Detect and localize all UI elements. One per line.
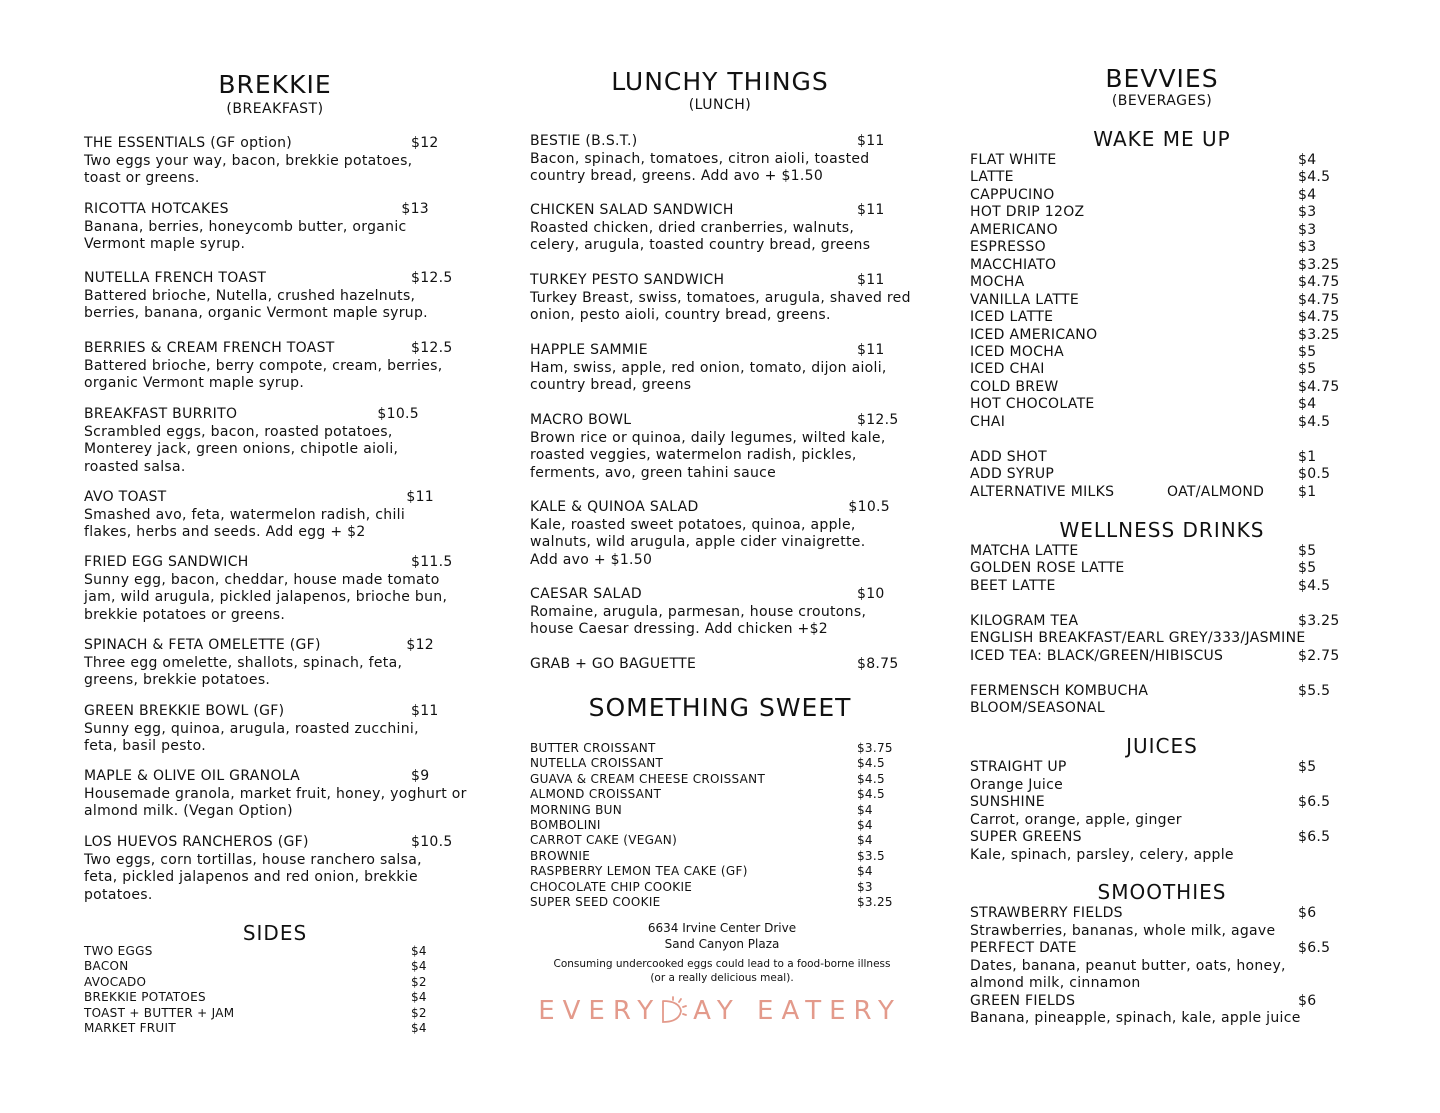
price-row <box>530 864 894 879</box>
menu-item <box>530 499 890 569</box>
menu-item-price: $9 <box>411 768 430 784</box>
address-line-2: Sand Canyon Plaza <box>664 937 780 951</box>
row-price: $3 <box>1298 204 1317 221</box>
row-price: $5 <box>1298 343 1317 360</box>
menu-item-name: HAPPLE SAMMIE <box>530 342 648 358</box>
row-name: MACCHIATO <box>970 256 1057 273</box>
row-price: $4.5 <box>857 756 885 771</box>
alt-milks-name: ALTERNATIVE MILKS <box>970 484 1115 500</box>
row-price: $3.75 <box>857 741 893 755</box>
logo-text-left: EVERY <box>538 996 662 1026</box>
tea-name: KILOGRAM TEA <box>970 613 1079 629</box>
row-price: $4.5 <box>857 787 885 802</box>
menu-item-description: Sunny egg, bacon, cheddar, house made tomato jam, wild arugula, pickled jalapenos, brioche bun, brekkie potatoes or greens. <box>84 571 448 623</box>
sun-icon <box>659 996 687 1026</box>
row-name: ALMOND CROISSANT <box>530 787 662 802</box>
row-name: MATCHA LATTE <box>970 543 1079 559</box>
menu-item-price: $10.5 <box>411 834 453 850</box>
drink-description: Dates, banana, peanut butter, oats, honey, almond milk, cinnamon <box>970 957 1286 991</box>
menu-item-header <box>84 703 444 721</box>
menu-item-price: $11 <box>857 342 885 358</box>
price-row <box>970 169 1342 186</box>
menu-item-description: Battered brioche, Nutella, crushed hazelnuts, berries, banana, organic Vermont maple syrup. <box>84 287 428 321</box>
bevvies-title: BEVVIES <box>1105 64 1219 93</box>
menu-item <box>84 135 449 188</box>
price-row <box>970 560 1342 577</box>
row-price: $4 <box>857 864 873 879</box>
row-name: CAPPUCINO <box>970 186 1055 203</box>
row-price: $2 <box>411 1005 427 1020</box>
menu-item-price: $11 <box>406 489 434 505</box>
price-row <box>970 309 1342 326</box>
sides-list <box>84 944 434 1036</box>
drink-price: $5 <box>1298 759 1317 775</box>
row-price: $3.25 <box>857 895 893 910</box>
price-row <box>530 880 894 895</box>
price-row <box>84 1021 434 1036</box>
menu-item-price: $12.5 <box>411 270 453 286</box>
row-price: $3 <box>1298 221 1317 238</box>
menu-item-price: $13 <box>401 201 429 217</box>
row-price: $4 <box>411 959 427 974</box>
row-price: $4 <box>411 1021 427 1036</box>
menu-item-description: Housemade granola, market fruit, honey, yoghurt or almond milk. (Vegan Option) <box>84 785 467 819</box>
menu-item-name: CHICKEN SALAD SANDWICH <box>530 202 734 218</box>
price-row <box>530 833 894 848</box>
row-name: CHAI <box>970 413 1006 430</box>
smoothie-list <box>970 905 1342 1028</box>
row-price: $4 <box>1298 396 1317 413</box>
juice-list <box>970 759 1342 864</box>
row-price: $5 <box>1298 560 1317 577</box>
wellness-list <box>970 543 1342 595</box>
menu-item-description: Battered brioche, berry compote, cream, berries, organic Vermont maple syrup. <box>84 357 443 391</box>
row-price: $4.75 <box>1298 274 1340 291</box>
drink-description: Orange Juice <box>970 776 1063 793</box>
row-price: $3 <box>1298 239 1317 256</box>
notice-line-2: (or a really delicious meal). <box>650 972 794 984</box>
addon-list <box>970 449 1342 484</box>
row-name: ICED MOCHA <box>970 343 1064 360</box>
menu-item <box>530 272 915 325</box>
menu-item-name: GRAB + GO BAGUETTE <box>530 656 697 672</box>
row-price: $4 <box>857 833 873 848</box>
kombucha-row <box>970 683 1342 701</box>
row-price: $4 <box>411 944 427 958</box>
menu-item-name: MAPLE & OLIVE OIL GRANOLA <box>84 768 301 784</box>
bevvies-subtitle: (BEVERAGES) <box>1111 93 1213 109</box>
menu-item-name: FRIED EGG SANDWICH <box>84 554 249 570</box>
row-name: BREKKIE POTATOES <box>84 990 206 1005</box>
menu-item-name: NUTELLA FRENCH TOAST <box>84 270 267 286</box>
menu-item-header <box>84 554 474 572</box>
price-row <box>84 1006 434 1021</box>
wake-list <box>970 152 1342 431</box>
menu-item <box>84 637 434 690</box>
menu-item <box>84 834 454 904</box>
menu-item-description: Two eggs, corn tortillas, house ranchero salsa, feta, pickled jalapenos and red onion, brekkie potatoes. <box>84 851 422 903</box>
menu-item <box>84 270 454 323</box>
menu-item-description: Turkey Breast, swiss, tomatoes, arugula, shaved red onion, pesto aioli, country bread, greens. <box>530 289 911 323</box>
address-line-1: 6634 Irvine Center Drive <box>647 921 797 935</box>
row-name: MOCHA <box>970 274 1025 291</box>
row-name: AMERICANO <box>970 221 1058 238</box>
drink-name: GREEN FIELDS <box>970 992 1076 1009</box>
menu-item <box>84 554 474 624</box>
price-row <box>970 344 1342 361</box>
menu-item <box>530 656 900 674</box>
menu-item <box>530 586 890 639</box>
menu-item-header <box>84 768 474 786</box>
menu-item <box>84 406 419 476</box>
price-row <box>970 578 1342 595</box>
menu-item <box>84 340 469 393</box>
menu-item-name: AVO TOAST <box>84 489 167 505</box>
price-row <box>530 772 894 787</box>
price-row <box>970 222 1342 239</box>
price-row <box>970 361 1342 378</box>
drink-description: Banana, pineapple, spinach, kale, apple juice <box>970 1010 1301 1026</box>
row-name: ICED CHAI <box>970 361 1045 378</box>
sides-title: SIDES <box>242 921 308 945</box>
drink-name: SUPER GREENS <box>970 829 1082 845</box>
drink-name: SUNSHINE <box>970 794 1045 810</box>
menu-item-header <box>84 340 469 358</box>
row-name: RASPBERRY LEMON TEA CAKE (GF) <box>530 864 748 879</box>
row-price: $3.25 <box>1298 326 1340 343</box>
row-price: $4 <box>411 990 427 1005</box>
row-name: COLD BREW <box>970 378 1059 395</box>
sweet-title: SOMETHING SWEET <box>588 693 852 722</box>
row-name: BROWNIE <box>530 848 591 863</box>
row-name: BACON <box>84 959 129 974</box>
price-row <box>970 152 1342 169</box>
row-name: NUTELLA CROISSANT <box>530 756 664 771</box>
menu-item-name: THE ESSENTIALS (GF option) <box>84 135 293 151</box>
tea-row <box>970 613 1342 631</box>
price-row <box>84 990 434 1005</box>
row-price: $4 <box>857 802 873 817</box>
drink-name: STRAWBERRY FIELDS <box>970 905 1123 921</box>
row-price: $1 <box>1298 449 1317 465</box>
price-row <box>970 414 1342 431</box>
row-price: $4 <box>1298 152 1317 168</box>
menu-item-description: Smashed avo, feta, watermelon radish, chili flakes, herbs and seeds. Add egg + $2 <box>84 506 406 540</box>
row-name: FLAT WHITE <box>970 152 1057 168</box>
drink-row <box>970 794 1342 812</box>
menu-item <box>84 201 429 254</box>
price-row <box>84 959 434 974</box>
menu-item-price: $11 <box>857 133 885 149</box>
price-row <box>970 292 1342 309</box>
price-row <box>970 543 1342 560</box>
tea-price: $3.25 <box>1298 613 1340 629</box>
row-name: LATTE <box>970 169 1014 186</box>
drink-row <box>970 940 1342 958</box>
menu-item <box>530 202 895 255</box>
menu-item <box>84 768 474 821</box>
kombucha-desc: BLOOM/SEASONAL <box>970 700 1106 716</box>
menu-item-description: Bacon, spinach, tomatoes, citron aioli, toasted country bread, greens. Add avo + $1.50 <box>530 150 870 184</box>
menu-item-name: CAESAR SALAD <box>530 586 642 602</box>
brand-logo <box>540 996 900 1026</box>
drink-row <box>970 759 1342 777</box>
row-name: ADD SHOT <box>970 449 1047 465</box>
row-name: HOT DRIP 12OZ <box>970 204 1085 221</box>
menu-item-description: Banana, berries, honeycomb butter, organic Vermont maple syrup. <box>84 218 407 252</box>
menu-item <box>84 489 434 542</box>
row-name: GOLDEN ROSE LATTE <box>970 560 1125 577</box>
row-price: $4.75 <box>1298 291 1340 308</box>
menu-item-header <box>84 834 454 852</box>
price-row <box>970 449 1342 466</box>
row-name: BOMBOLINI <box>530 818 601 833</box>
kombucha-price: $5.5 <box>1298 683 1331 699</box>
menu-item-price: $12 <box>411 135 439 151</box>
brekkie-title: BREKKIE <box>218 70 332 99</box>
kombucha-name: FERMENSCH KOMBUCHA <box>970 683 1149 699</box>
row-name: CHOCOLATE CHIP COOKIE <box>530 879 693 894</box>
row-price: $4.5 <box>857 771 885 786</box>
menu-item-price: $10.5 <box>377 406 419 422</box>
menu-item-description: Scrambled eggs, bacon, roasted potatoes, Monterey jack, green onions, chipotle aioli, roasted salsa. <box>84 423 399 475</box>
price-row <box>970 239 1342 256</box>
menu-item-name: RICOTTA HOTCAKES <box>84 201 229 217</box>
alt-milks-row <box>970 484 1342 502</box>
lunch-title: LUNCHY THINGS <box>611 67 829 96</box>
menu-item-header <box>530 412 910 430</box>
drink-price: $6.5 <box>1298 794 1331 810</box>
drink-description: Kale, spinach, parsley, celery, apple <box>970 846 1234 863</box>
row-price: $4.75 <box>1298 309 1340 326</box>
price-row <box>530 818 894 833</box>
menu-item-name: TURKEY PESTO SANDWICH <box>530 272 725 288</box>
menu-item-price: $10 <box>857 586 885 602</box>
drink-name: PERFECT DATE <box>970 940 1077 956</box>
menu-item-name: BREAKFAST BURRITO <box>84 406 238 422</box>
price-row <box>530 803 894 818</box>
lunch-subtitle: (LUNCH) <box>688 97 752 113</box>
row-price: $4 <box>857 818 873 833</box>
menu-item-price: $11.5 <box>411 554 453 570</box>
menu-item-header <box>530 586 890 604</box>
row-name: TWO EGGS <box>84 944 153 958</box>
drink-price: $6.5 <box>1298 829 1331 845</box>
price-row <box>970 187 1342 204</box>
menu-item-name: GREEN BREKKIE BOWL (GF) <box>84 703 285 719</box>
drink-row <box>970 993 1342 1011</box>
menu-item-price: $11 <box>411 703 439 719</box>
drink-row <box>970 905 1342 923</box>
row-price: $4.5 <box>1298 577 1331 594</box>
menu-item-header <box>530 272 915 290</box>
menu-item-name: KALE & QUINOA SALAD <box>530 499 699 515</box>
row-price: $4.5 <box>1298 413 1331 430</box>
menu-item-header <box>84 135 449 153</box>
menu-item <box>84 703 444 756</box>
menu-item-price: $12.5 <box>411 340 453 356</box>
menu-item-price: $12.5 <box>857 412 899 428</box>
row-name: VANILLA LATTE <box>970 291 1080 308</box>
row-price: $4 <box>1298 186 1317 203</box>
menu-item-header <box>84 406 419 424</box>
menu-item-price: $12 <box>406 637 434 653</box>
menu-item <box>530 342 915 395</box>
row-name: MARKET FRUIT <box>84 1021 176 1036</box>
row-name: ICED LATTE <box>970 309 1054 326</box>
price-row <box>530 849 894 864</box>
menu-item-price: $8.75 <box>857 656 899 672</box>
menu-item-price: $10.5 <box>848 499 890 515</box>
row-name: SUPER SEED COOKIE <box>530 895 661 910</box>
wake-title: WAKE ME UP <box>1093 127 1231 151</box>
menu-item-description: Roasted chicken, dried cranberries, walnuts, celery, arugula, toasted country bread, greens <box>530 219 871 253</box>
menu-item <box>530 133 900 186</box>
menu-item-header <box>84 489 434 507</box>
price-row <box>84 944 434 959</box>
row-price: $4.5 <box>1298 169 1331 186</box>
menu-item-header <box>84 270 454 288</box>
notice-line-1: Consuming undercooked eggs could lead to a food-borne illness <box>553 958 891 970</box>
menu-item-header <box>530 656 900 674</box>
row-name: ADD SYRUP <box>970 466 1055 483</box>
menu-item-description: Three egg omelette, shallots, spinach, feta, greens, brekkie potatoes. <box>84 654 403 688</box>
tea-desc: ENGLISH BREAKFAST/EARL GREY/333/JASMINE <box>970 630 1306 646</box>
row-name: AVOCADO <box>84 974 147 989</box>
menu-item-name: LOS HUEVOS RANCHEROS (GF) <box>84 834 309 850</box>
menu-item-description: Ham, swiss, apple, red onion, tomato, dijon aioli, country bread, greens <box>530 359 887 393</box>
menu-item-description: Sunny egg, quinoa, arugula, roasted zucchini, feta, basil pesto. <box>84 720 419 754</box>
menu-item <box>530 412 910 482</box>
menu-item-name: BERRIES & CREAM FRENCH TOAST <box>84 340 335 356</box>
juices-title: JUICES <box>1126 734 1198 758</box>
logo-text-right: AY EATERY <box>693 996 902 1026</box>
row-name: BEET LATTE <box>970 577 1056 594</box>
row-name: TOAST + BUTTER + JAM <box>84 1005 235 1020</box>
wellness-title: WELLNESS DRINKS <box>1059 518 1265 542</box>
row-price: $5 <box>1298 543 1317 559</box>
iced-tea-price: $2.75 <box>1298 648 1340 664</box>
row-price: $2 <box>411 974 427 989</box>
row-name: CARROT CAKE (VEGAN) <box>530 833 678 848</box>
price-row <box>530 787 894 802</box>
menu-item-header <box>530 342 915 360</box>
row-name: MORNING BUN <box>530 802 623 817</box>
alt-milks-note: OAT/ALMOND <box>1167 484 1265 500</box>
row-name: HOT CHOCOLATE <box>970 396 1095 413</box>
row-name: ICED AMERICANO <box>970 326 1098 343</box>
alt-milks-price: $1 <box>1298 484 1317 500</box>
brekkie-subtitle: (BREAKFAST) <box>226 101 324 117</box>
price-row <box>970 274 1342 291</box>
menu-item-price: $11 <box>857 202 885 218</box>
menu-item-header <box>84 637 434 655</box>
drink-price: $6 <box>1298 905 1317 921</box>
menu-item-name: MACRO BOWL <box>530 412 632 428</box>
row-price: $3.5 <box>857 848 885 863</box>
menu-item-header <box>530 499 890 517</box>
drink-description: Carrot, orange, apple, ginger <box>970 811 1182 828</box>
row-name: BUTTER CROISSANT <box>530 741 656 755</box>
price-row <box>970 396 1342 413</box>
row-price: $0.5 <box>1298 466 1331 483</box>
menu-item-header <box>84 201 429 219</box>
row-price: $3 <box>857 879 873 894</box>
row-price: $5 <box>1298 361 1317 378</box>
drink-price: $6.5 <box>1298 940 1331 956</box>
menu-item-header <box>530 202 895 220</box>
price-row <box>970 257 1342 274</box>
menu-item-header <box>530 133 900 151</box>
smoothies-title: SMOOTHIES <box>1097 880 1227 904</box>
price-row <box>84 975 434 990</box>
iced-tea-row <box>970 648 1342 666</box>
price-row <box>970 379 1342 396</box>
drink-description: Strawberries, bananas, whole milk, agave <box>970 922 1276 939</box>
row-name: GUAVA & CREAM CHEESE CROISSANT <box>530 771 766 786</box>
sweet-list <box>530 741 894 910</box>
price-row <box>970 204 1342 221</box>
menu-item-name: SPINACH & FETA OMELETTE (GF) <box>84 637 321 653</box>
menu-item-description: Kale, roasted sweet potatoes, quinoa, apple, walnuts, wild arugula, apple cider vinaigrette. Add avo + $1.50 <box>530 516 866 568</box>
iced-tea-name: ICED TEA: BLACK/GREEN/HIBISCUS <box>970 648 1224 664</box>
price-row <box>530 741 894 756</box>
price-row <box>530 895 894 910</box>
row-name: ESPRESSO <box>970 239 1046 256</box>
menu-item-name: BESTIE (B.S.T.) <box>530 133 638 149</box>
menu-item-description: Brown rice or quinoa, daily legumes, wilted kale, roasted veggies, watermelon radish, pickles, ferments, avo, green tahini sauce <box>530 429 886 481</box>
drink-price: $6 <box>1298 992 1317 1009</box>
price-row <box>970 327 1342 344</box>
row-price: $3.25 <box>1298 256 1340 273</box>
drink-row <box>970 829 1342 847</box>
menu-item-description: Romaine, arugula, parmesan, house croutons, house Caesar dressing. Add chicken +$2 <box>530 603 867 637</box>
menu-item-price: $11 <box>857 272 885 288</box>
row-price: $4.75 <box>1298 378 1340 395</box>
price-row <box>970 466 1342 483</box>
drink-name: STRAIGHT UP <box>970 759 1067 775</box>
menu-item-description: Two eggs your way, bacon, brekkie potatoes, toast or greens. <box>84 152 413 186</box>
price-row <box>530 756 894 771</box>
